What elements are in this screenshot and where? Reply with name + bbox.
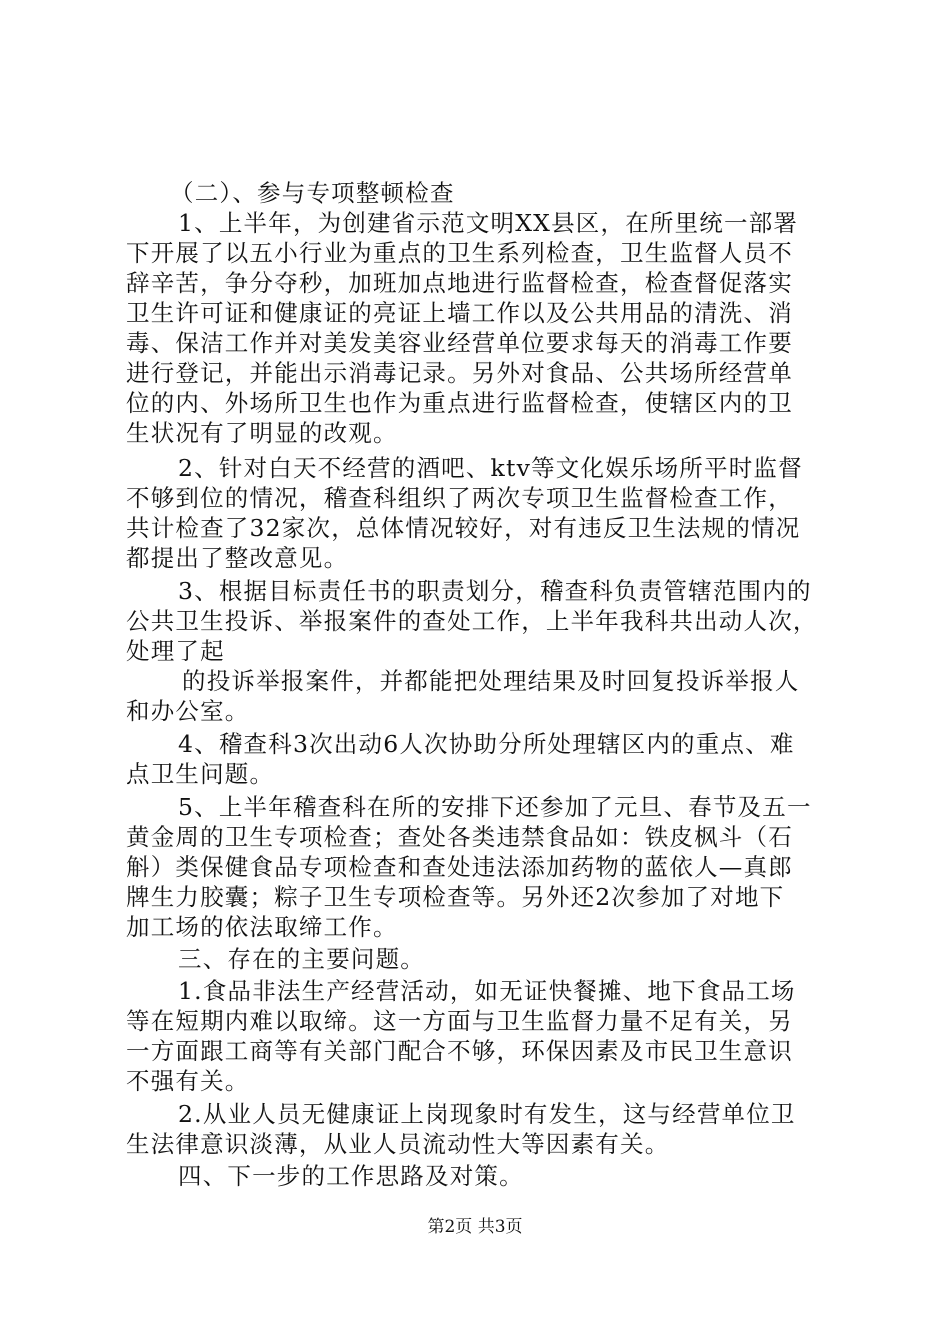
text-line: 下开展了以五小行业为重点的卫生系列检查，卫生监督人员不 [126,239,793,267]
text-line: 辞辛苦，争分夺秒，加班加点地进行监督检查，检查督促落实 [126,269,793,297]
text-line: 卫生许可证和健康证的亮证上墙工作以及公共用品的清洗、消 [126,299,793,327]
text-line: 处理了起 [126,637,225,665]
text-line: 等在短期内难以取缔。这一方面与卫生监督力量不足有关，另 [126,1007,793,1035]
section-heading: （二）、参与专项整顿检查 [170,179,455,207]
page-number: 第2页 共3页 [427,1217,523,1237]
text-line: 3、根据目标责任书的职责划分，稽查科负责管辖范围内的 [178,577,812,605]
text-line: 加工场的依法取缔工作。 [126,913,398,941]
text-line: 点卫生问题。 [126,760,275,788]
text-line: 共计检查了32家次，总体情况较好，对有违反卫生法规的情况 [126,514,801,542]
text-line: 毒、保洁工作并对美发美容业经营单位要求每天的消毒工作要 [126,329,793,357]
text-line: 位的内、外场所卫生也作为重点进行监督检查，使辖区内的卫 [126,389,793,417]
text-line: 2、针对白天不经营的酒吧、ktv等文化娱乐场所平时监督 [178,454,803,482]
text-line: 5、上半年稽查科在所的安排下还参加了元旦、春节及五一 [178,793,812,821]
text-line: 4、稽查科3次出动6人次协助分所处理辖区内的重点、难 [178,730,795,758]
text-line: 生状况有了明显的改观。 [126,419,398,447]
text-line: 牌生力胶囊；粽子卫生专项检查等。另外还2次参加了对地下 [126,883,785,911]
section-heading: 三、存在的主要问题。 [178,945,425,973]
text-line: 的投诉举报案件，并都能把处理结果及时回复投诉举报人 [182,667,800,695]
text-line: 公共卫生投诉、举报案件的查处工作，上半年我科共出动人次， [126,607,818,635]
text-line: 生法律意识淡薄，从业人员流动性大等因素有关。 [126,1130,670,1158]
text-line: 都提出了整改意见。 [126,544,349,572]
text-line: 一方面跟工商等有关部门配合不够，环保因素及市民卫生意识 [126,1037,793,1065]
text-line: 不强有关。 [126,1067,250,1095]
text-line: 1、上半年，为创建省示范文明XX县区，在所里统一部署 [178,209,799,237]
text-line: 2.从业人员无健康证上岗现象时有发生，这与经营单位卫 [178,1100,796,1128]
text-line: 黄金周的卫生专项检查；查处各类违禁食品如：铁皮枫斗（石 [126,823,793,851]
text-line: 进行登记，并能出示消毒记录。另外对食品、公共场所经营单 [126,359,793,387]
text-line: 不够到位的情况，稽查科组织了两次专项卫生监督检查工作， [126,484,793,512]
text-line: 和办公室。 [126,697,250,725]
text-line: 1.食品非法生产经营活动，如无证快餐摊、地下食品工场 [178,977,796,1005]
text-line: 斛）类保健食品专项检查和查处违法添加药物的蓝依人—真郎 [126,853,793,881]
section-heading: 四、下一步的工作思路及对策。 [178,1162,524,1190]
